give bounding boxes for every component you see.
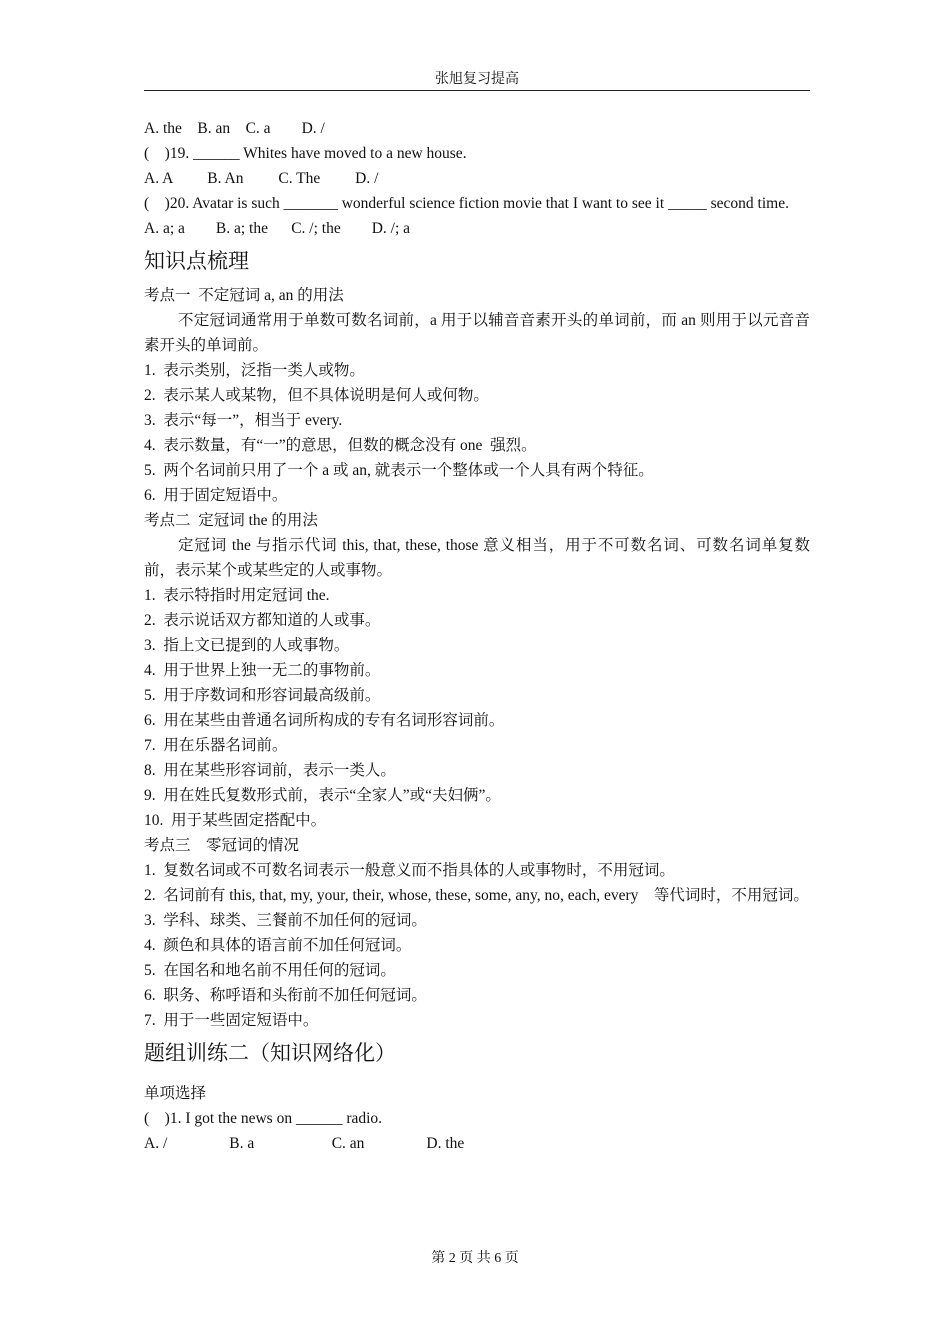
exercise-q1-stem: ( )1. I got the news on ______ radio. [144, 1110, 383, 1127]
kp1-item: 1. 表示类别，泛指一类人或物。 [144, 362, 365, 379]
section-title-exercise: 题组训练二（知识网络化） [144, 1041, 396, 1065]
kp2-item: 9. 用在姓氏复数形式前，表示“全家人”或“夫妇俩”。 [144, 787, 501, 804]
kp2-item: 8. 用在某些形容词前，表示一类人。 [144, 762, 396, 779]
q19-stem: ( )19. ______ Whites have moved to a new house. [144, 145, 467, 162]
kp1-intro: 不定冠词通常用于单数可数名词前，a 用于以辅音音素开头的单词前，而 an 则用于以元音音素开头的单词前。 [144, 312, 810, 354]
exercise-label: 单项选择 [144, 1085, 207, 1102]
kp3-item: 3. 学科、球类、三餐前不加任何的冠词。 [144, 912, 427, 929]
kp3-item: 5. 在国名和地名前不用任何的冠词。 [144, 962, 396, 979]
document-body [144, 116, 810, 1156]
page-footer [0, 1247, 950, 1267]
kp3-item: 6. 职务、称呼语和头衔前不加任何冠词。 [144, 987, 427, 1004]
kp2-item: 3. 指上文已提到的人或事物。 [144, 637, 350, 654]
kp3-item: 2. 名词前有 this, that, my, your, their, whose, these, some, any, no, each, every 等代词时，不用冠词。 [144, 887, 809, 904]
exercise-q1-options: A. / B. a C. an D. the [144, 1135, 465, 1152]
kp2-title: 考点二 定冠词 the 的用法 [144, 512, 318, 529]
q20-stem: ( )20. Avatar is such _______ wonderful science fiction movie that I want to see it _____ second time. [144, 195, 789, 212]
kp2-item: 10. 用于某些固定搭配中。 [144, 812, 327, 829]
q19-options: A. A B. An C. The D. / [144, 170, 379, 187]
kp1-item: 3. 表示“每一”，相当于 every. [144, 412, 343, 429]
q20-options: A. a; a B. a; the C. /; the D. /; a [144, 220, 411, 237]
kp3-item: 1. 复数名词或不可数名词表示一般意义而不指具体的人或事物时，不用冠词。 [144, 862, 675, 879]
kp1-item: 4. 表示数量，有“一”的意思，但数的概念没有 one 强烈。 [144, 437, 537, 454]
page-header [144, 70, 810, 91]
kp2-item: 1. 表示特指时用定冠词 the. [144, 587, 330, 604]
kp2-item: 5. 用于序数词和形容词最高级前。 [144, 687, 381, 704]
kp2-item: 4. 用于世界上独一无二的事物前。 [144, 662, 381, 679]
kp1-title: 考点一 不定冠词 a, an 的用法 [144, 287, 344, 304]
kp1-item: 5. 两个名词前只用了一个 a 或 an, 就表示一个整体或一个人具有两个特征。 [144, 462, 654, 479]
header-title: 张旭复习提高 [435, 72, 519, 87]
q18-options: A. the B. an C. a D. / [144, 120, 325, 137]
section-title-knowledge: 知识点梳理 [144, 249, 249, 273]
kp3-item: 4. 颜色和具体的语言前不加任何冠词。 [144, 937, 412, 954]
kp3-title: 考点三 零冠词的情况 [144, 837, 300, 854]
kp1-item: 2. 表示某人或某物，但不具体说明是何人或何物。 [144, 387, 489, 404]
kp2-intro: 定冠词 the 与指示代词 this, that, these, those 意义相当，用于不可数名词、可数名词单复数前，表示某个或某些定的人或事物。 [144, 537, 810, 579]
kp2-item: 6. 用在某些由普通名词所构成的专有名词形容词前。 [144, 712, 505, 729]
kp3-item: 7. 用于一些固定短语中。 [144, 1012, 319, 1029]
kp2-item: 7. 用在乐器名词前。 [144, 737, 288, 754]
kp1-item: 6. 用于固定短语中。 [144, 487, 288, 504]
kp2-item: 2. 表示说话双方都知道的人或事。 [144, 612, 381, 629]
page-number: 第 2 页 共 6 页 [431, 1251, 519, 1266]
